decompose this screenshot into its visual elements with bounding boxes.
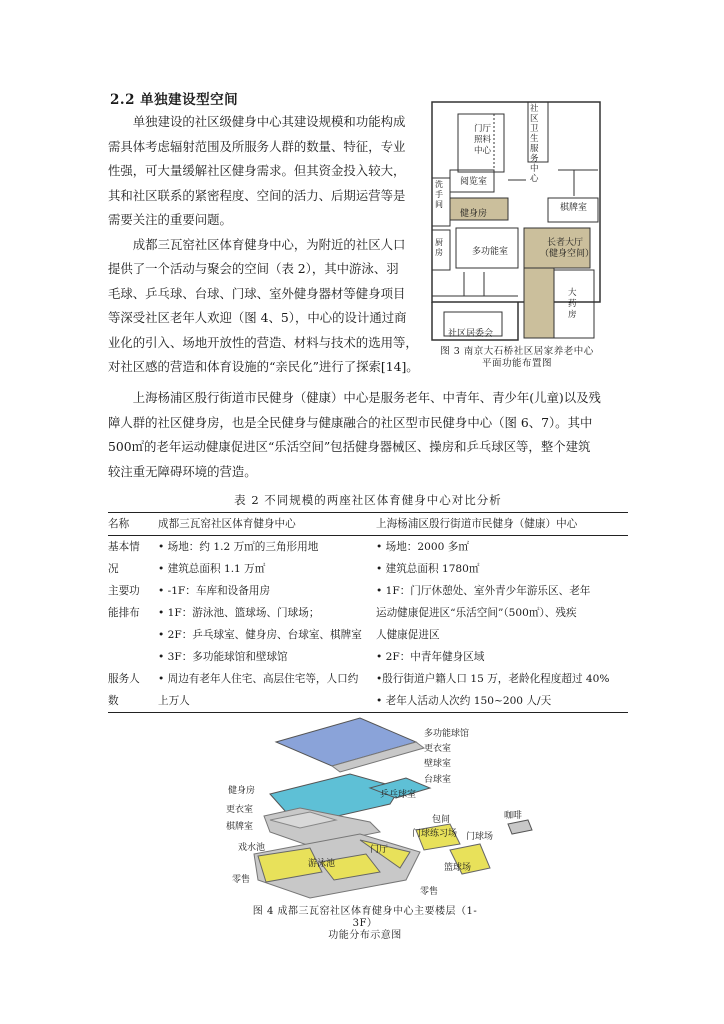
fig4-label-swim: 游泳池 [308, 859, 336, 869]
fig4-label-shop: 零售 [232, 875, 251, 885]
table-cell: 服务人 [108, 673, 140, 685]
fig4-label-locker-2f: 更衣室 [226, 805, 254, 815]
text-line: 需要关注的重要问题。 [108, 212, 232, 227]
room-label-pharmacy: 大药房 [568, 288, 577, 320]
table-row [108, 690, 628, 713]
table-cell: • 周边有老年人住宅、高层住宅等，人口约 [158, 673, 359, 685]
table-row [108, 624, 628, 646]
text-line: 上海杨浦区殷行街道市民健身（健康）中心是服务老年、中青年、青少年(儿童)以及残 [132, 390, 601, 405]
fig4-label-multi-hall: 多功能球馆 [424, 729, 470, 739]
fig4-label-pool: 戏水池 [238, 843, 266, 853]
table-cell: 主要功 [108, 585, 140, 597]
text-line: 对社区感的营造和体育设施的“亲民化”进行了探索[14]。 [108, 359, 419, 374]
figure-4-caption [250, 906, 480, 942]
room-label-gym: 健身房 [460, 209, 488, 219]
table-cell: • 2F：乒乓球室、健身房、台球室、棋牌室 [158, 629, 362, 641]
text-line: 成都三瓦窑社区体育健身中心，为附近的社区人口 [132, 236, 406, 252]
text-line: 障人群的社区健身房，也是全民健身与健康融合的社区型市民健身中心（图 6、7）。其中 [108, 414, 593, 430]
room-label-clinic: 社区卫生服务中心 [530, 104, 539, 184]
text-line: 等深受社区老年人欢迎（图 4、5），中心的设计通过商 [108, 310, 407, 325]
table-row [108, 646, 628, 668]
room-label-restroom: 洗手间 [435, 180, 443, 209]
table-cell: • 1F：门厅休憩处、室外青少年游乐区、老年 [376, 585, 591, 597]
table-header-cell: 上海杨浦区殷行街道市民健身（健康）中心 [376, 513, 628, 536]
table-header-row [108, 513, 628, 536]
table-cell: • 建筑总面积 1.1 万㎡ [158, 563, 266, 575]
table-cell: • 1F：游泳池、篮球场、门球场； [158, 607, 320, 619]
fig4-label-cafe: 咖啡 [504, 811, 523, 821]
fig4-label-basketball: 篮球场 [444, 863, 472, 873]
table-row [108, 558, 628, 580]
room-label-elderly: 长者大厅（健身空间） [540, 238, 595, 259]
fig4-label-bag: 包间 [432, 815, 451, 825]
fig4-label-lobby: 门厅 [370, 845, 389, 855]
table-cell: • 老年人活动人次约 150~200 人/天 [376, 690, 628, 713]
room-label-kitchen: 厨房 [435, 238, 443, 257]
fig4-label-pingpong: 乒乓球室 [380, 790, 417, 800]
caption-line: 图 3 南京大石桥社区居家养老中心 [440, 346, 594, 357]
table-cell: 运动健康促进区“乐活空间”（500㎡）、残疾 [376, 607, 577, 619]
table-cell: • 建筑总面积 1780㎡ [376, 563, 480, 575]
table-cell: 数 [108, 690, 158, 713]
table-row [108, 602, 628, 624]
fig4-label-locker-3f: 更衣室 [424, 744, 452, 754]
text-line: 其和社区联系的紧密程度、空间的活力、后期运营等是 [108, 187, 406, 203]
table-cell: 上万人 [158, 690, 376, 713]
text-line: 业化的引入、场地开放性的营造、材料与技术的选用等， [108, 334, 418, 350]
caption-line: 功能分布示意图 [328, 930, 402, 941]
comparison-table [108, 512, 628, 713]
table-cell: 人健康促进区 [376, 629, 440, 641]
table-header-cell: 名称 [108, 513, 158, 536]
table-cell: • -1F：车库和设备用房 [158, 585, 271, 597]
room-label-hall: 门厅照料中心 [474, 124, 492, 156]
table-cell: • 3F：多功能球馆和壁球馆 [158, 651, 288, 663]
table-cell: • 场地：约 1.2 万㎡的三角形用地 [158, 541, 319, 553]
fig4-label-billiards: 台球室 [424, 775, 452, 785]
fig4-label-gym: 健身房 [228, 786, 256, 796]
table-cell: 基本情 [108, 541, 140, 553]
table-cell: •殷行街道户籍人口 15 万，老龄化程度超过 40% [376, 673, 610, 685]
table-cell [108, 624, 158, 646]
text-line: 性强，可大量缓解社区健身需求。但其资金投入较大， [108, 163, 406, 178]
table-row [108, 668, 628, 690]
text-line: 500㎡的老年运动健康促进区“乐活空间”包括健身器械区、操房和乒乓球区等，整个建筑 [108, 439, 591, 454]
caption-line: 平面功能布置图 [481, 358, 552, 369]
table-cell: • 场地：2000 多㎡ [376, 541, 469, 553]
table-cell: 况 [108, 563, 119, 575]
axonometric-figure [210, 712, 550, 902]
section-heading: 2.2 单独建设型空间 [110, 92, 239, 108]
table-row [108, 536, 628, 559]
paragraph-intro [108, 110, 420, 380]
text-line: 较注重无障碍环境的营造。 [108, 463, 257, 479]
caption-line: 图 4 成都三瓦窑社区体育健身中心主要楼层（1-3F） [252, 906, 478, 929]
text-line: 毛球、乒乓球、台球、门球、室外健身器材等健身项目 [108, 285, 406, 301]
room-label-reading: 阅览室 [460, 177, 488, 187]
text-line: 提供了一个活动与聚会的空间（表 2），其中游泳、羽 [108, 261, 399, 276]
fig4-label-gateball-fit: 门球练习场 [412, 829, 458, 839]
paragraph-shanghai [108, 386, 628, 484]
table-row [108, 580, 628, 602]
table-cell: • 2F：中青年健身区域 [376, 651, 485, 663]
figure-3-caption [432, 346, 602, 370]
text-line: 单独建设的社区级健身中心其建设规模和功能构成 [132, 114, 406, 129]
text-line: 需具体考虑辐射范围及所服务人群的数量、特征，专业 [108, 138, 406, 154]
table-cell: 能排布 [108, 607, 140, 619]
table-title: 表 2 不同规模的两座社区体育健身中心对比分析 [234, 493, 502, 507]
fig4-label-chess: 棋牌室 [226, 822, 254, 832]
room-label-chess: 棋牌室 [560, 203, 588, 213]
room-label-multi: 多功能室 [472, 247, 509, 257]
fig4-label-squash: 壁球室 [424, 759, 452, 769]
table-cell [108, 646, 158, 668]
fig4-label-gateball: 门球场 [466, 832, 494, 842]
fig4-label-shop2: 零售 [420, 887, 439, 897]
room-label-committee: 社区居委会 [448, 329, 494, 339]
table-header-cell: 成都三瓦窑社区体育健身中心 [158, 513, 376, 536]
